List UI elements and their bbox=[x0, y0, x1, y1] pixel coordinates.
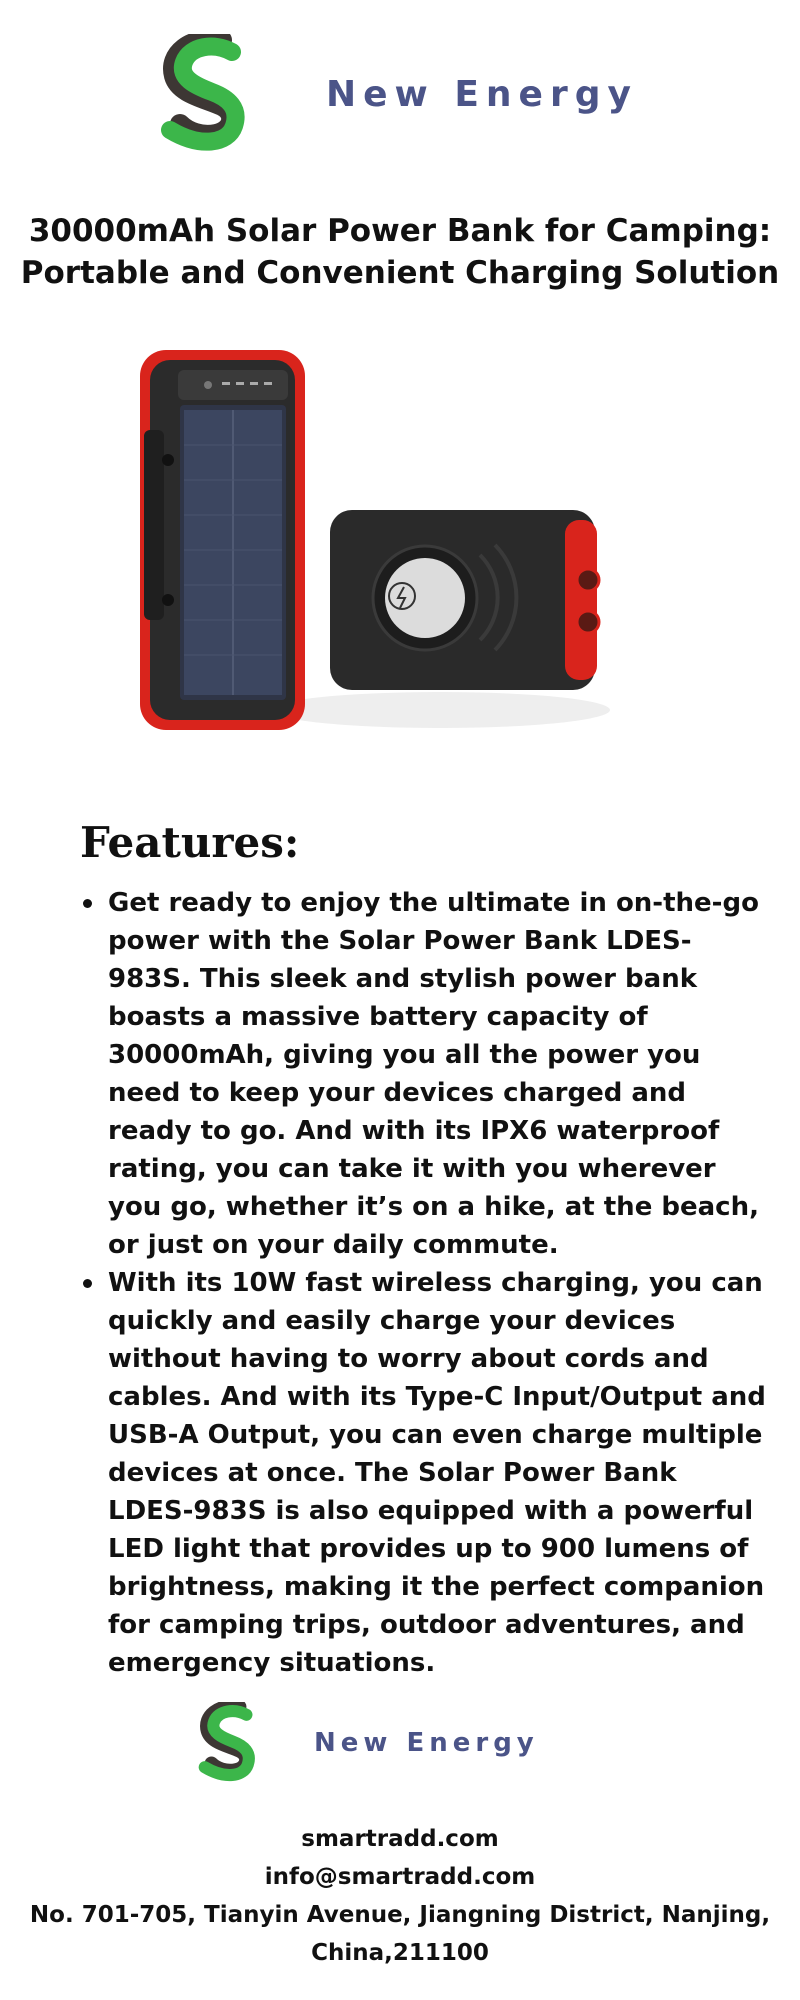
title-line-2: Portable and Convenient Charging Solution bbox=[20, 255, 780, 291]
footer-brand-name: New Energy bbox=[314, 1728, 539, 1758]
brand-name: New Energy bbox=[326, 73, 638, 115]
email-link[interactable]: info@smartradd.com bbox=[264, 1864, 536, 1890]
contact-info bbox=[20, 1820, 780, 1972]
power-bank-front-icon bbox=[140, 350, 305, 730]
power-bank-back-icon bbox=[270, 510, 610, 728]
features-list bbox=[108, 884, 768, 1682]
solar-power-bank-image bbox=[140, 340, 620, 750]
s-logo-icon bbox=[198, 1702, 272, 1784]
footer-brand-logo bbox=[198, 1702, 539, 1784]
website-link[interactable]: smartradd.com bbox=[301, 1826, 499, 1852]
brand-logo bbox=[160, 34, 638, 154]
page-title bbox=[20, 210, 780, 294]
features-heading: Features: bbox=[80, 818, 300, 867]
address-line-2: China,211100 bbox=[311, 1940, 489, 1966]
address-line-1: No. 701-705, Tianyin Avenue, Jiangning District, Nanjing, bbox=[29, 1902, 771, 1928]
feature-item: With its 10W fast wireless charging, you can quickly and easily charge your devices without having to worry about cords and cables. And with its Type-C Input/Output and USB-A Output, you can even charge multiple devices at once. The Solar Power Bank LDES-983S is also equipped with a powerful LED light that provides up to 900 lumens of brightness, making it the perfect companion for camping trips, outdoor adventures, and emergency situations. bbox=[108, 1264, 768, 1682]
feature-item: Get ready to enjoy the ultimate in on-the-go power with the Solar Power Bank LDES-983S. This sleek and stylish power bank boasts a massive battery capacity of 30000mAh, giving you all the power you need to keep your devices charged and ready to go. And with its IPX6 waterproof rating, you can take it with you wherever you go, whether it’s on a hike, at the beach, or just on your daily commute. bbox=[108, 884, 768, 1264]
s-logo-icon bbox=[160, 34, 270, 154]
title-line-1: 30000mAh Solar Power Bank for Camping: bbox=[28, 213, 772, 249]
